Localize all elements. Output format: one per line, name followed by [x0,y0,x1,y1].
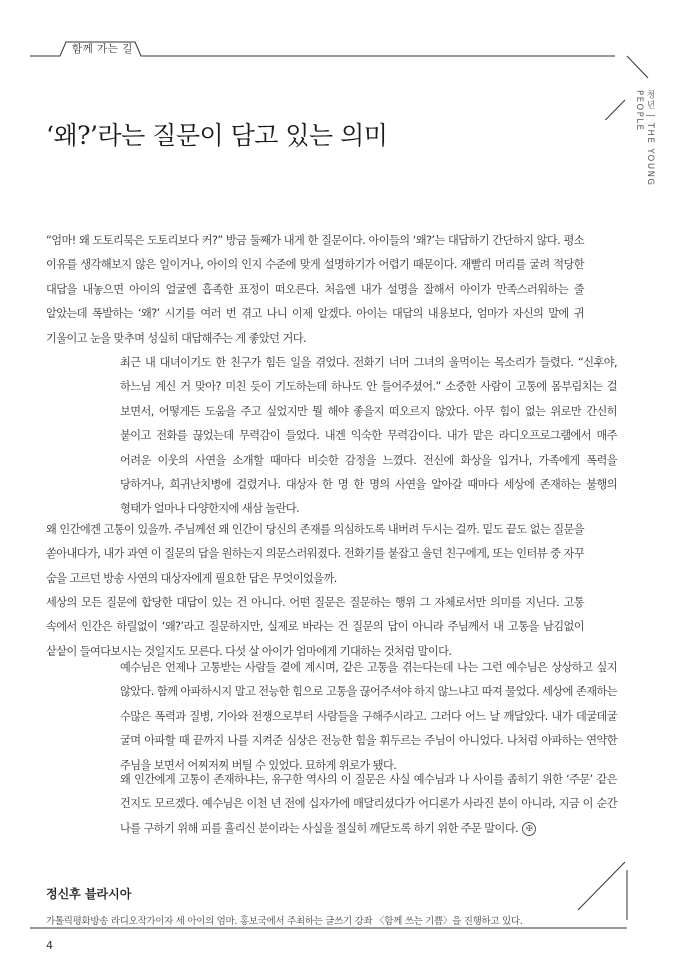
paragraph-3: 왜 인간에겐 고통이 있을까. 주님께선 왜 인간이 당신의 존재를 의심하도록 내버려 두시는 걸까. 밑도 끝도 없는 질문을 쏟아내다가, 내가 과연 이 질문의 답을 원하는지 의문스러워졌다. 전화기를 붙잡고 울던 친구에게, 또는 인터뷰 중 자꾸 숨을 고르던 방송 사연의 대상자에게 필요한 답은 무엇이었을까. [46,523,584,585]
paragraph-2: 최근 내 대녀이기도 한 친구가 힘든 일을 겪었다. 전화기 너머 그녀의 울먹이는 목소리가 들렸다. “신후야, 하느님 계신 거 맞아? 미친 듯이 기도하는데 하나도 안 들어주셨어.” 소중한 사람이 고통에 몸부림치는 걸 보면서, 어떻게든 도움을 주고 싶었지만 뭘 해야 좋을지 떠오르지 않았다. 아무 힘이 없는 위로만 간신히 붙이고 전화를 끊었는데 무력감이 들었다. 내겐 익숙한 무력감이다. 내가 맡은 라디오프로그램에서 매주 어려운 이웃의 사연을 소개할 때마다 비슷한 감정을 느꼈다. 전신에 화상을 입거나, 가족에게 폭력을 당하거나, 희귀난치병에 걸렸거나. 대상자 한 명 한 명의 사연을 알아갈 때마다 세상에 존재하는 불행의 형태가 얼마나 다양한지에 새삼 놀란다. [120,356,617,516]
article-title: ‘왜?’라는 질문이 담고 있는 의미 [46,121,388,150]
page-number: 4 [46,939,53,952]
paragraph-6 [120,768,617,841]
paragraph-4: 세상의 모든 질문에 합당한 대답이 있는 건 아니다. 어떤 질문은 질문하는 행위 그 자체로서만 의미를 지닌다. 고통 속에서 인간은 하릴없이 ‘왜?’라고 질문하지만, 실제로 바라는 건 질문의 답이 아니라 주님께서 내 고통을 남김없이 샅샅이 들여다보시는 것일지도 모른다. 다섯 살 아이가 엄마에게 기대하는 것처럼 말이다. [46,596,584,658]
footer-lines [0,850,688,971]
section-label: 함께 가는 길 [72,43,133,55]
paragraph-1: “엄마! 왜 도토리묵은 도토리보다 커?” 방금 둘째가 내게 한 질문이다. 아이들의 ‘왜?’는 대답하기 간단하지 않다. 평소 이유를 생각해보지 않은 일이거나, 아이의 인지 수준에 맞게 설명하기가 어렵기 때문이다. 재빨리 머리를 굴려 적당한 대답을 내놓으면 아이의 얼굴엔 흡족한 표정이 떠오른다. 처음엔 내가 설명을 잘해서 아이가 만족스러워하는 줄 알았는데 폭발하는 ‘왜?’ 시기를 여러 번 겪고 나니 이제 알겠다. 아이는 대답의 내용보다, 엄마가 자신의 말에 귀 기울이고 눈을 맞추며 성실히 대답해주는 게 좋았던 거다. [46,234,584,345]
paragraph-5: 예수님은 언제나 고통받는 사람들 곁에 계시며, 같은 고통을 겪는다는데 나는 그런 예수님은 상상하고 싶지 않았다. 함께 아파하시지 말고 전능한 힘으로 고통을 끊어주셔야 하지 않느냐고 따져 물었다. 세상에 존재하는 수많은 폭력과 질병, 기아와 전쟁으로부터 사람들을 구해주시라고. 그러다 어느 날 깨달았다. 내가 데굴데굴 굴며 아파할 때 끝까지 나를 지켜준 심상은 전능한 힘을 휘두르는 주님이 아니었다. 나처럼 아파하는 연약한 주님을 보면서 어찌저찌 버틸 수 있었다. 묘하게 위로가 됐다. [120,661,617,772]
paragraph-6-text: 왜 인간에게 고통이 존재하냐는, 유구한 역사의 이 질문은 사실 예수님과 나 사이를 좁히기 위한 ‘주문’ 같은 건지도 모르겠다. 예수님은 이천 년 전에 십자가에 매달리셨다가 어디론가 사라진 분이 아니라, 지금 이 순간 나를 구하기 위해 피를 흘리신 분이라는 사실을 절실히 깨닫도록 하기 위한 주문 말이다. [120,773,617,835]
header-tab-lines [0,0,688,120]
side-label: 청년 | THE YOUNG PEOPLE [634,90,655,187]
end-mark-icon: ✠ [522,822,536,836]
author-bio: 가톨릭평화방송 라디오작가이자 세 아이의 엄마. 홍보국에서 주최하는 글쓰기 강좌 〈함께 쓰는 기쁨〉을 진행하고 있다. [46,916,523,927]
author-name: 정신후 블라시아 [46,887,132,901]
